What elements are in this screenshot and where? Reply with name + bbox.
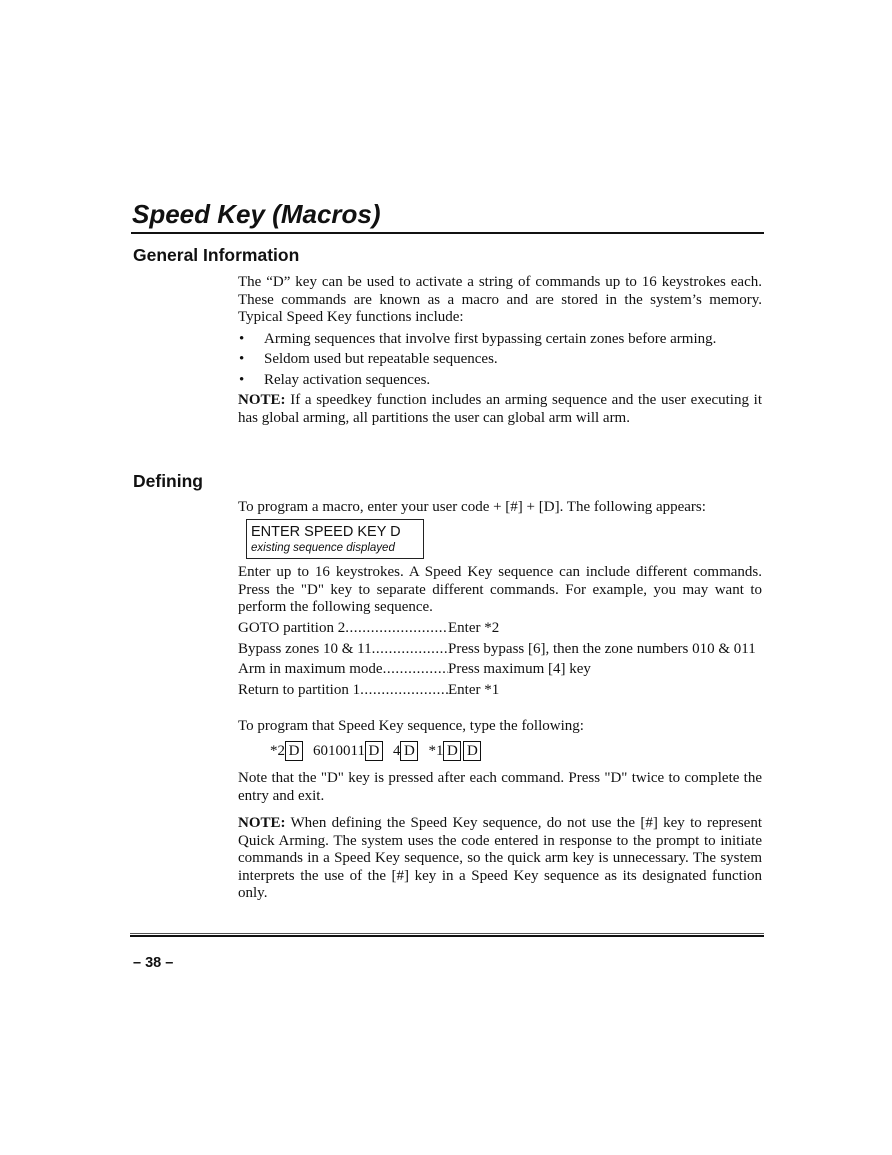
functions-list [238,331,762,390]
table-row [238,641,762,659]
list-item: • Arming sequences that involve first bypassing certain zones before arming. [239,330,717,347]
defining-intro: To program a macro, enter your user code + [#] + [D]. The following appears: [238,499,706,515]
display-line-1: ENTER SPEED KEY D [251,524,401,540]
keypad-display [246,519,424,559]
list-item: • Relay activation sequences. [239,371,431,388]
quick-arming-note: NOTE: When defining the Speed Key sequence, do not use the [#] key to represent Quick Arming. The system uses the code entered in response to the prompt to initiate commands in a Speed Key sequence, so the quick arm key is unnecessary. The system interprets the use of the [#] key in a Speed Key sequence as its designated function only. [238,815,762,901]
d-key-icon: D [365,741,383,761]
general-section-body [238,274,762,427]
step-action: GOTO partition 2 [238,620,346,636]
global-arming-note: NOTE: If a speedkey function includes an arming sequence and the user executing it has global arming, all partitions the user can global arm will arm. [238,392,762,426]
key-sequence: *2 D 6010011 D 4 D *1 D D [270,741,483,761]
section-heading-general: General Information [133,245,300,265]
note-label: NOTE: [238,815,286,831]
bullet-icon: • [239,371,245,388]
example-steps-table [238,620,762,702]
footer-rule [130,933,764,937]
d-key-icon: D [443,741,461,761]
d-key-icon: D [285,741,303,761]
d-key-note: Note that the "D" key is pressed after each command. Press "D" twice to complete the entry and exit. [238,770,762,804]
display-line-2: existing sequence displayed [251,542,395,554]
d-key-icon: D [400,741,418,761]
d-key-icon: D [463,741,481,761]
table-row [238,620,762,638]
step-action: Bypass zones 10 & 11 [238,640,372,657]
bullet-icon: • [239,351,245,367]
page-number: – 38 – [133,955,174,971]
bullet-icon: • [239,330,245,347]
step-instruction: Press maximum [4] key [448,661,591,677]
step-instruction: Enter *1 [448,681,500,698]
list-item: • Seldom used but repeatable sequences. [239,351,498,367]
step-instruction: Enter *2 [448,620,500,636]
section-heading-defining: Defining [133,471,203,491]
step-action: Arm in maximum mode [238,661,383,677]
general-intro: The “D” key can be used to activate a string of commands up to 16 keystrokes each. These commands are known as a macro and are stored in the system’s memory. Typical Speed Key functions include: [238,274,762,325]
table-row [238,661,762,679]
step-action: Return to partition 1 [238,681,361,698]
page-title: Speed Key (Macros) [132,199,381,229]
table-row [238,682,762,700]
title-rule [131,232,764,234]
program-intro: To program that Speed Key sequence, type the following: [238,718,584,734]
defining-paragraph: Enter up to 16 keystrokes. A Speed Key sequence can include different commands. Press the "D" key to separate different commands. For example, you may want to perform the following sequence. [238,564,762,615]
note-label: NOTE: [238,392,286,408]
step-instruction: Press bypass [6], then the zone numbers 010 & 011 [448,640,756,657]
